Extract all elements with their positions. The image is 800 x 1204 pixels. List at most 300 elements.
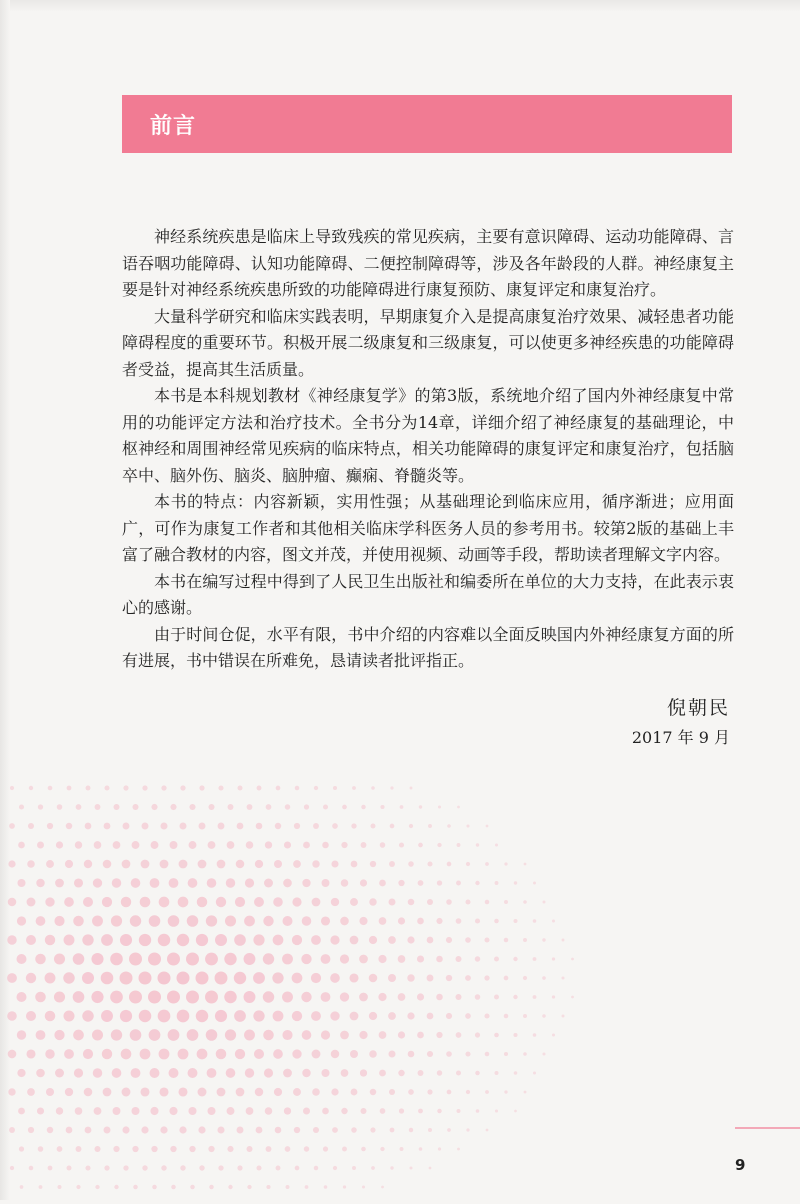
halftone-dot [341,1108,347,1114]
halftone-dot [113,841,121,849]
halftone-dot [208,1146,214,1152]
halftone-dot [94,1107,102,1115]
halftone-dot [321,1069,329,1077]
halftone-dot [170,804,176,810]
halftone-dot [495,1071,499,1075]
halftone-dot [139,1010,152,1023]
halftone-dot [132,841,140,849]
halftone-dot [178,1049,189,1060]
halftone-dot [273,1049,283,1059]
halftone-dot [253,1010,264,1021]
halftone-dot [466,1090,470,1094]
halftone-dot [323,805,328,810]
halftone-dot [207,1107,215,1115]
halftone-dot [390,1128,395,1133]
halftone-dot [122,1088,131,1097]
halftone-dot [36,1030,46,1040]
halftone-dot [351,1127,357,1133]
halftone-dot [189,1146,195,1152]
halftone-dot [389,1089,395,1095]
halftone-dot [427,975,434,982]
halftone-dot [120,934,132,946]
halftone-dot [16,992,26,1002]
halftone-dot [35,954,46,965]
halftone-dot [178,897,189,908]
halftone-dot [112,1068,122,1078]
halftone-dot [95,1185,99,1189]
halftone-dot [457,1148,460,1151]
halftone-dot [428,824,432,828]
halftone-dot [311,973,321,983]
halftone-dot [7,973,17,983]
halftone-dot [228,804,234,810]
halftone-dot [234,1010,246,1022]
halftone-dot [359,955,368,964]
halftone-dot [158,934,170,946]
halftone-dot [360,1108,366,1114]
halftone-dot [255,860,263,868]
halftone-dot [380,1147,384,1151]
halftone-dot [455,956,461,962]
halftone-dot [18,1108,25,1115]
halftone-dot [20,1185,24,1189]
halftone-dot [47,1127,53,1133]
halftone-dot [352,786,356,790]
halftone-dot [171,1185,176,1190]
halftone-dot [322,1108,329,1115]
halftone-dot [256,823,263,830]
halftone-dot [485,862,489,866]
halftone-dot [542,976,546,980]
halftone-dot [84,860,92,868]
halftone-dot [113,1107,121,1115]
halftone-dot [330,973,340,983]
halftone-dot [523,976,527,980]
halftone-dot [66,823,73,830]
halftone-dot [8,898,17,907]
halftone-dot [10,786,14,790]
halftone-dot [504,900,508,904]
halftone-dot [447,1128,451,1132]
halftone-dot [167,953,180,966]
halftone-dot [284,841,291,848]
halftone-dot [399,1108,404,1113]
halftone-dot [494,957,499,962]
halftone-dot [122,1126,129,1133]
halftone-dot [234,972,246,984]
halftone-dot [341,842,347,848]
halftone-dot [361,842,367,848]
halftone-dot [26,973,36,983]
halftone-dot [63,1010,74,1021]
halftone-dot [64,897,74,907]
halftone-dot [321,916,330,925]
halftone-dot [253,972,265,984]
halftone-dot [380,805,384,809]
halftone-dot [407,1012,414,1019]
halftone-dot [7,935,16,944]
halftone-dot [398,917,405,924]
halftone-dot [37,842,44,849]
halftone-dot [407,974,414,981]
halftone-dot [292,935,302,945]
halftone-dot [263,916,273,926]
halftone-dot [359,917,367,925]
halftone-dot [437,843,441,847]
halftone-dot [352,1166,356,1170]
halftone-dot [485,1090,489,1094]
halftone-dot [436,994,443,1001]
halftone-dot [36,1069,45,1078]
halftone-dot [123,785,128,790]
halftone-dot [295,786,300,791]
halftone-dot [114,804,120,810]
halftone-dot [256,1165,261,1170]
halftone-dot [331,1088,338,1095]
halftone-dot [495,881,499,885]
halftone-dot [371,786,375,790]
halftone-dot [371,1166,375,1170]
halftone-dot [170,1146,176,1152]
halftone-dot [56,841,63,848]
halftone-dot [286,1185,290,1189]
halftone-dot [65,1088,73,1096]
halftone-dot [523,1052,527,1056]
halftone-dot [427,1051,433,1057]
halftone-dot [85,823,92,830]
halftone-dot [283,879,292,888]
halftone-dot [188,878,198,888]
halftone-dot [417,993,424,1000]
halftone-dot [360,879,367,886]
halftone-dot [218,785,223,790]
halftone-dot [542,1052,545,1055]
halftone-dot [292,1011,302,1021]
halftone-dot [168,915,180,927]
halftone-dot [304,1146,309,1151]
halftone-dot [19,804,24,809]
halftone-dot [476,1109,480,1113]
halftone-dot [73,991,85,1003]
halftone-dot [217,860,226,869]
halftone-dot [436,956,443,963]
halftone-dot [370,1127,375,1132]
halftone-dot [27,898,36,907]
halftone-dot [92,1029,103,1040]
halftone-dot [85,1127,92,1134]
halftone-dot [438,1147,441,1150]
halftone-dot [311,1011,321,1021]
halftone-dot [466,1128,469,1131]
halftone-dot [57,1185,61,1189]
halftone-dot [27,1088,35,1096]
halftone-dot [114,1185,118,1189]
halftone-dot [398,1070,404,1076]
halftone-dot [141,860,150,869]
halftone-dot [408,1089,414,1095]
halftone-dot [215,1010,227,1022]
halftone-dot [73,1030,84,1041]
halftone-dot [29,1166,34,1171]
halftone-dot [552,957,555,960]
halftone-dot [330,935,339,944]
halftone-dot [369,1012,377,1020]
halftone-dot [85,1165,90,1170]
halftone-dot [533,995,537,999]
halftone-dot [205,953,218,966]
halftone-dot [513,995,517,999]
halftone-dot [111,1029,122,1040]
halftone-dot [94,841,102,849]
halftone-dot [427,899,433,905]
halftone-dot [129,953,142,966]
halftone-dot [82,1010,93,1021]
halftone-dot [446,937,452,943]
halftone-dot [197,1049,208,1060]
halftone-dot [179,860,188,869]
halftone-dot [199,1165,204,1170]
halftone-dot [484,1013,489,1018]
halftone-dot [351,1089,358,1096]
halftone-dot [17,916,26,925]
paragraph: 由于时间仓促，水平有限，书中介绍的内容难以全面反映国内外神经康复方面的所有进展，书中错误在所难免，恳请读者批评指正。 [122,624,734,670]
halftone-dot [208,841,216,849]
halftone-dot [378,955,386,963]
halftone-dot [142,785,147,790]
halftone-dot [45,1049,54,1058]
halftone-dot [264,879,273,888]
halftone-dot [131,1068,141,1078]
halftone-dot [436,918,442,924]
halftone-dot [302,1030,312,1040]
halftone-dot [227,841,235,849]
halftone-dot [514,1071,518,1075]
halftone-dot [234,934,246,946]
halftone-dot [225,1029,236,1040]
halftone-dot [63,972,74,983]
halftone-dot [9,823,15,829]
halftone-dot [141,1126,148,1133]
paragraph: 本书在编写过程中得到了人民卫生出版社和编委所在单位的大力支持，在此表示衷心的感谢。 [122,571,734,617]
halftone-dot [390,786,393,789]
halftone-dot [45,973,56,984]
halftone-dot [101,972,114,985]
halftone-dot [75,1107,83,1115]
halftone-dot [130,915,141,926]
paragraph: 神经系统疾患是临床上导致残疾的常见疾病，主要有意识障碍、运动功能障碍、言语吞咽功能障碍、认知功能障碍、二便控制障碍等，涉及各年龄段的人群。神经康复主要是针对神经系统疾患所致的功能障碍进行康复预防、康复评定和康复治疗。 [122,227,734,299]
halftone-dot [47,823,53,829]
halftone-dot [465,1051,470,1056]
halftone-dot [302,916,312,926]
halftone-dot [196,972,209,985]
halftone-dot [533,919,537,923]
halftone-dot [86,786,91,791]
halftone-dot [207,878,217,888]
halftone-dot [76,1185,80,1189]
halftone-dot [188,1107,196,1115]
halftone-dot [113,1146,119,1152]
halftone-dot [57,804,63,810]
halftone-dot [129,991,142,1004]
halftone-dot [312,898,321,907]
halftone-dot [381,1186,384,1189]
signature-block [632,695,730,750]
halftone-dot [74,1068,83,1077]
halftone-dot [254,897,264,907]
halftone-dot [217,1088,226,1097]
halftone-dot [409,824,413,828]
halftone-dot [35,992,46,1003]
halftone-dot [253,934,264,945]
halftone-dot [91,953,103,965]
halftone-dot [93,1068,103,1078]
halftone-dot [552,1033,555,1036]
halftone-dot [457,1109,461,1113]
halftone-dot [292,897,301,906]
halftone-dot [177,972,190,985]
halftone-dot [321,1030,330,1039]
page-edge-shadow [0,0,800,12]
halftone-dot [456,918,462,924]
halftone-dot [333,1166,337,1170]
halftone-dot [466,824,469,827]
halftone-dot [302,1069,310,1077]
halftone-dot [388,974,396,982]
halftone-dot [475,1032,480,1037]
halftone-dot [418,843,423,848]
halftone-dot [494,919,499,924]
halftone-dot [305,1185,309,1189]
halftone-dot [226,878,235,887]
halftone-dot [341,879,349,887]
halftone-dot [340,1031,349,1040]
halftone-dot [101,934,113,946]
halftone-dot [314,1166,319,1171]
halftone-dot [266,804,272,810]
halftone-dot-pattern [0,780,800,1200]
halftone-dot [390,824,395,829]
halftone-dot [410,787,413,790]
halftone-dot [533,1072,536,1075]
halftone-dot [266,1185,270,1189]
halftone-dot [378,993,386,1001]
halftone-dot [513,919,517,923]
halftone-dot [247,804,253,810]
halftone-dot [245,878,254,887]
halftone-dot [149,1029,161,1041]
halftone-dot [207,1068,217,1078]
halftone-dot [56,1107,63,1114]
halftone-dot [303,842,310,849]
halftone-dot [475,994,481,1000]
halftone-dot [189,804,195,810]
halftone-dot [398,955,406,963]
halftone-dot [110,991,123,1004]
halftone-dot [75,841,82,848]
halftone-dot [398,993,406,1001]
halftone-dot [54,1030,64,1040]
halftone-dot [446,1051,452,1057]
footer-rule [735,1127,800,1129]
halftone-dot [48,786,53,791]
halftone-dot [48,1166,53,1171]
halftone-dot [350,936,359,945]
halftone-dot [139,934,151,946]
halftone-dot [139,972,152,985]
halftone-dot [255,1088,263,1096]
halftone-dot [216,1049,227,1060]
halftone-dot [379,880,386,887]
halftone-dot [167,991,180,1004]
halftone-dot [408,899,415,906]
halftone-dot [111,915,122,926]
halftone-dot [552,920,555,923]
halftone-dot [293,1088,301,1096]
halftone-dot [476,843,479,846]
halftone-dot [45,935,55,945]
halftone-dot [379,1070,386,1077]
halftone-dot [37,1107,44,1114]
halftone-dot [561,976,564,979]
halftone-dot [447,1090,452,1095]
halftone-dot [446,899,452,905]
halftone-dot [8,1088,15,1095]
halftone-dot [237,823,244,830]
halftone-dot [228,1185,232,1189]
halftone-dot [341,1069,349,1077]
halftone-dot [504,862,507,865]
halftone-dot [360,1069,367,1076]
halftone-dot [244,1030,255,1041]
halftone-dot [169,1068,179,1078]
halftone-dot [235,897,245,907]
halftone-dot [206,915,217,926]
halftone-dot [64,1049,74,1059]
halftone-dot [322,842,329,849]
halftone-dot [76,1146,82,1152]
halftone-dot [313,823,319,829]
halftone-dot [427,861,432,866]
halftone-dot [18,842,25,849]
halftone-dot [120,972,133,985]
halftone-dot [227,1107,235,1115]
halftone-dot [64,935,75,946]
halftone-dot [244,916,255,927]
halftone-dot [236,860,245,869]
halftone-dot [82,934,93,945]
halftone-dot [94,1146,100,1152]
halftone-dot [429,1167,432,1170]
signature-date: 2017 年 9 月 [631,728,730,747]
halftone-dot [436,1032,442,1038]
halftone-dot [400,1147,404,1151]
halftone-dot [254,1049,264,1059]
halftone-dot [244,953,256,965]
halftone-dot [208,804,214,810]
halftone-dot [457,843,461,847]
halftone-dot [379,917,387,925]
halftone-dot [103,860,112,869]
halftone-dot [120,1010,132,1022]
halftone-dot [409,1166,412,1169]
halftone-dot [180,785,185,790]
halftone-dots [0,780,800,1200]
halftone-dot [276,1166,281,1171]
halftone-dot [475,918,480,923]
halftone-dot [227,1146,233,1152]
halftone-dot [160,860,169,869]
halftone-dot [350,1050,358,1058]
